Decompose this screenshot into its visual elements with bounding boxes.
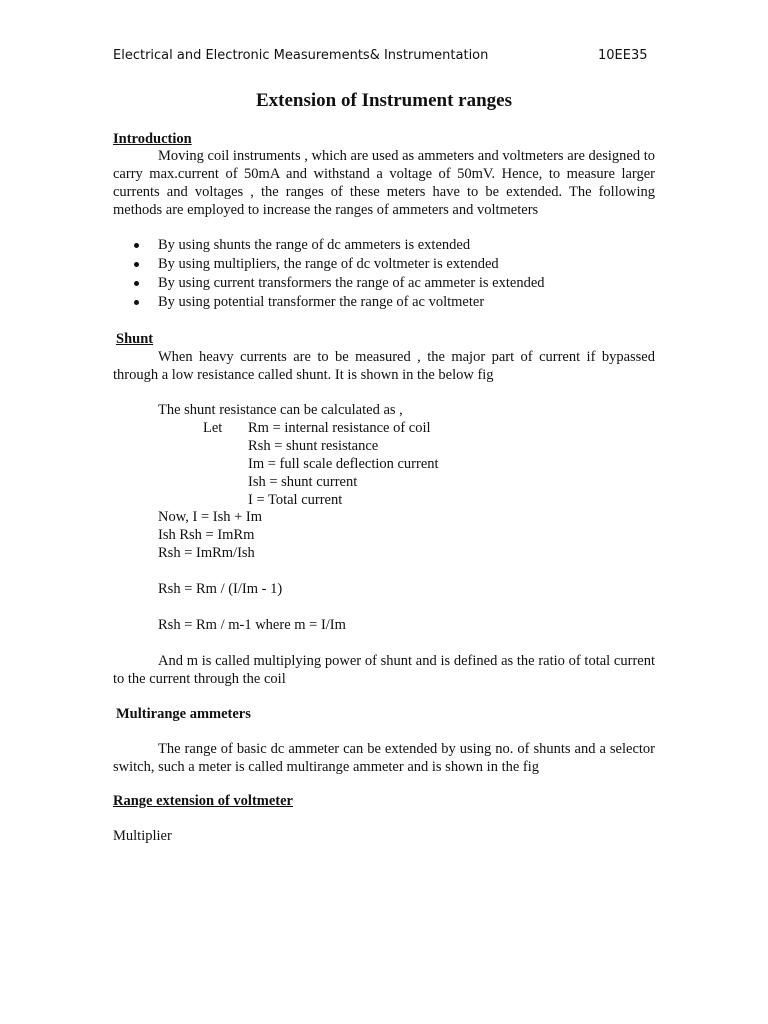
multirange-heading: Multirange ammeters bbox=[116, 706, 251, 722]
multirange-paragraph: The range of basic dc ammeter can be extended by using no. of shunts and a selector switch, such a meter is called multirange ammeter and is shown in the fig bbox=[113, 741, 655, 775]
shunt-calc-intro: The shunt resistance can be calculated as , bbox=[158, 402, 403, 418]
voltmeter-heading: Range extension of voltmeter bbox=[113, 793, 293, 809]
multiplying-power-paragraph: And m is called multiplying power of shunt and is defined as the ratio of total current to the current through the coil bbox=[113, 653, 655, 687]
header-course-code: 10EE35 bbox=[598, 48, 648, 63]
header-course-title: Electrical and Electronic Measurements& Instrumentation bbox=[113, 48, 489, 63]
methods-list bbox=[113, 236, 673, 312]
definition-im: Im = full scale deflection current bbox=[248, 456, 439, 472]
definition-ish: Ish = shunt current bbox=[248, 474, 358, 490]
list-item: By using shunts the range of dc ammeters is extended bbox=[113, 236, 673, 255]
formula-rsh-multiplier: Rsh = Rm / m-1 where m = I/Im bbox=[158, 617, 346, 633]
list-item: By using potential transformer the range of ac voltmeter bbox=[113, 293, 673, 312]
bullet-icon bbox=[134, 243, 139, 248]
list-item: By using current transformers the range of ac ammeter is extended bbox=[113, 274, 673, 293]
definition-rsh: Rsh = shunt resistance bbox=[248, 438, 379, 454]
introduction-heading: Introduction bbox=[113, 131, 192, 147]
bullet-icon bbox=[134, 281, 139, 286]
introduction-paragraph: Moving coil instruments , which are used as ammeters and voltmeters are designed to carry max.current of 50mA and withstand a voltage of 50mV. Hence, to measure larger currents and voltages , the ranges of these meters have to be extended. The following methods are employed to increase the ranges of ammeters and voltmeters bbox=[113, 148, 655, 218]
equation-total-current: Now, I = Ish + Im bbox=[158, 509, 263, 525]
shunt-heading: Shunt bbox=[116, 331, 154, 347]
equation-voltage-balance: Ish Rsh = ImRm bbox=[158, 527, 255, 543]
bullet-icon bbox=[134, 262, 139, 267]
equation-rsh: Rsh = ImRm/Ish bbox=[158, 545, 255, 561]
shunt-paragraph: When heavy currents are to be measured , the major part of current if bypassed through a low resistance called shunt. It is shown in the below fig bbox=[113, 349, 655, 383]
multiplier-subheading: Multiplier bbox=[113, 828, 172, 844]
formula-rsh-ratio: Rsh = Rm / (I/Im - 1) bbox=[158, 581, 283, 597]
list-item: By using multipliers, the range of dc voltmeter is extended bbox=[113, 255, 673, 274]
definition-rm: Rm = internal resistance of coil bbox=[248, 420, 431, 436]
let-label: Let bbox=[203, 420, 223, 436]
definition-i: I = Total current bbox=[248, 492, 343, 508]
bullet-icon bbox=[134, 300, 139, 305]
page-title: Extension of Instrument ranges bbox=[256, 90, 512, 111]
